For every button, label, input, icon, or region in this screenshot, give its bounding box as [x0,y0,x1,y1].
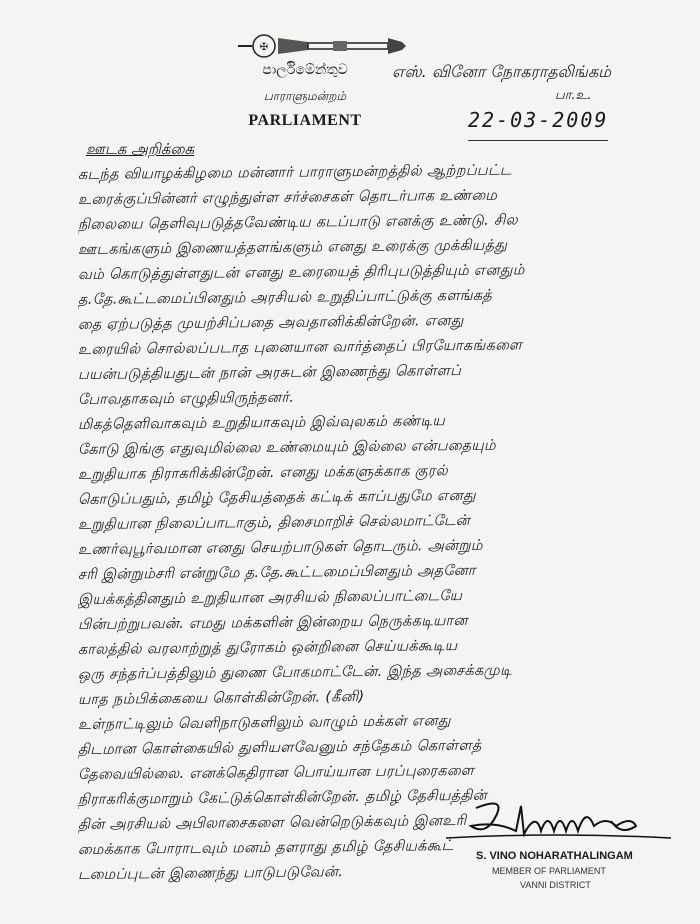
body-line: காலத்தில் வரலாற்றுத் துரோகம் ஒன்றினை செய்யக்கூடிய [77,638,458,658]
signatory-title: MEMBER OF PARLIAMENT [492,866,606,876]
body-line: இயக்கத்தினதும் உறுதியான அரசியல் நிலைப்பாட்டையே [77,587,463,608]
body-line: மைக்காக போராடவும் மனம் தளராது தமிழ் தேசியக்கூட் [77,838,454,858]
body-line: நிலையை தெளிவுபடுத்தவேண்டிய கடப்பாடு எனக்கு உண்டு. சில [77,212,519,233]
body-line: உறுதியாக நிராகரிக்கின்றேன். எனது மக்களுக்காக குரல் [77,463,448,483]
letterhead-english: PARLIAMENT [248,112,362,129]
body-line: ஒரு சந்தர்ப்பத்திலும் துணை போகமாட்டேன். இந்த அசைக்கமுடி [77,662,512,683]
body-line: சரி இன்றும்சரி என்றுமே த.தே.கூட்டமைப்பினதும் அதனோ [77,562,476,583]
letter-body [78,160,648,885]
body-line: கோடு இங்கு எதுவுமில்லை உண்மையும் இல்லை என்பதையும் [77,437,497,458]
body-line: த.தே.கூட்டமைப்பினதும் அரசியல் உறுதிப்பாட்டுக்கு களங்கத் [77,287,493,308]
body-line: நிராகரிக்குமாறும் கேட்டுக்கொள்கின்றேன். தமிழ் தேசியத்தின் [77,787,488,808]
svg-text:✠: ✠ [259,42,269,53]
body-line: தேவையில்லை. எனக்கெதிரான பொய்யான பரப்புரைகளை [77,762,475,783]
body-line: வம் கொடுத்துள்ளதுடன் எனது உரையைத் திரிபுபடுத்தியும் எனதும் [77,262,525,283]
body-line: உரைக்குப்பின்னர் எழுந்துள்ள சர்ச்சைகள் தொடர்பாக உண்மை [77,187,498,208]
body-line: கடந்த வியாழக்கிழமை மன்னார் பாராளுமன்றத்தில் ஆற்றப்பட்ட [77,162,512,183]
body-line: டமைப்புடன் இணைந்து பாடுபடுவேன். [77,864,344,883]
signature-scribble [436,796,676,846]
body-line: கொடுப்பதும், தமிழ் தேசியத்தைக் கட்டிக் காப்பதுமே எனது [77,487,476,508]
letter-heading: ஊடக அறிக்கை [86,140,195,158]
body-line: உணர்வுபூர்வமான எனது செயற்பாடுகள் தொடரும். அன்றும் [77,537,483,558]
signatory-name: S. VINO NOHARATHALINGAM [476,850,633,862]
body-line: மிகத்தெளிவாகவும் உறுதியாகவும் இவ்வுலகம் கண்டிய [77,413,446,433]
body-line: பின்பற்றுபவன். எமது மக்களின் இன்றைய நெருக்கடியான [77,612,468,633]
author-suffix: பா.உ. [555,88,592,103]
letter-date: 22-03-2009 [468,108,608,141]
body-line: தை ஏற்படுத்த முயற்சிப்பதை அவதானிக்கின்றேன். எனது [77,312,464,333]
signatory-district: VANNI DISTRICT [520,880,591,890]
letterhead-sinhala: පාර්ලිමේන්තුව [262,62,348,78]
body-line: ஊடகங்களும் இணையத்தளங்களும் எனது உரைக்கு முக்கியத்து [77,237,508,258]
body-line: உறுதியான நிலைப்பாடாகும், திசைமாறிச் செல்லமாட்டேன் [77,512,471,533]
parliament-mace-emblem [238,32,408,60]
body-line: போவதாகவும் எழுதியிருந்தனர். [77,389,295,408]
letterhead-tamil: பாராளுமன்றம் [263,89,347,103]
body-line: பயன்படுத்தியதுடன் நான் அரசுடன் இணைந்து கொள்ளப் [77,362,462,383]
author-name-handwritten: எஸ். வினோ நோகராதலிங்கம் [392,62,612,81]
body-line: திடமான கொள்கையில் துளியளவேனும் சந்தேகம் கொள்ளத் [77,737,482,758]
body-line: தின் அரசியல் அபிலாசைகளை வென்றெடுக்கவும் இனஉரி [77,812,467,833]
body-line: உள்நாட்டிலும் வெளிநாடுகளிலும் வாழும் மக்கள் எனது [77,713,451,733]
body-line: உரையில் சொல்லப்படாத புனையான வார்த்தைப் பிரயோகங்களை [77,337,523,358]
body-line: யாத நம்பிக்கையை கொள்கின்றேன். (கீனி) [77,688,365,708]
